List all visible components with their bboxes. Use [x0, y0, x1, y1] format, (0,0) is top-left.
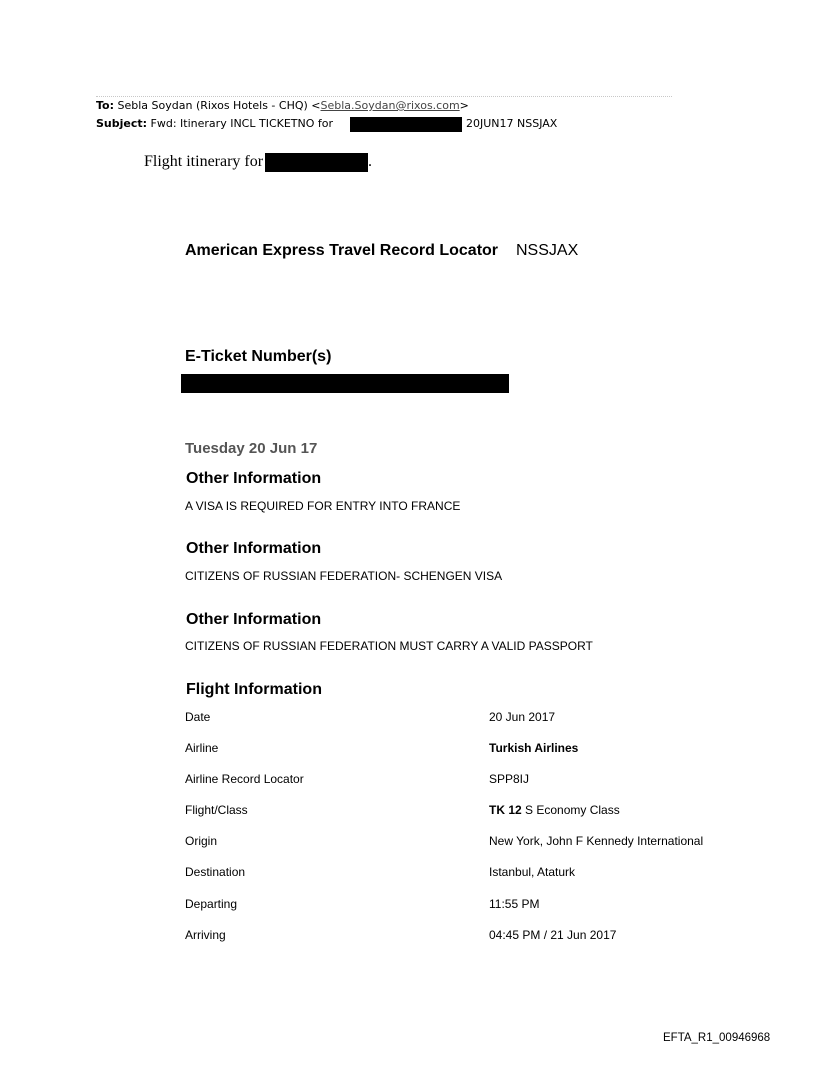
flight-row-value: Turkish Airlines — [489, 741, 579, 755]
other-info-text: CITIZENS OF RUSSIAN FEDERATION- SCHENGEN VISA — [185, 569, 503, 583]
flight-row-label: Flight/Class — [185, 803, 248, 817]
flight-row-value: 11:55 PM — [489, 897, 540, 911]
flight-row-value: 04:45 PM / 21 Jun 2017 — [489, 928, 617, 942]
record-locator-value: NSSJAX — [516, 242, 579, 259]
other-info-text: A VISA IS REQUIRED FOR ENTRY INTO FRANCE — [185, 499, 461, 513]
header-divider — [96, 96, 672, 97]
flight-row-label: Date — [185, 710, 211, 724]
redaction-subject-name — [350, 117, 462, 132]
flight-row-label: Airline — [185, 741, 219, 755]
flight-row-value: Istanbul, Ataturk — [489, 865, 576, 879]
document-id: EFTA_R1_00946968 — [663, 1032, 771, 1044]
subject-label: Subject: — [96, 117, 148, 130]
subject-tail: 20JUN17 NSSJAX — [466, 117, 558, 130]
eticket-heading: E-Ticket Number(s) — [185, 348, 332, 365]
flight-row-label: Destination — [185, 865, 246, 879]
other-info-heading: Other Information — [186, 470, 322, 487]
flight-number: TK 12 — [489, 803, 522, 817]
other-info-heading: Other Information — [186, 540, 322, 557]
to-label: To: — [96, 99, 114, 112]
subject-text: Fwd: Itinerary INCL TICKETNO for — [150, 117, 334, 130]
flight-class: S Economy Class — [521, 803, 620, 817]
to-email-link[interactable]: Sebla.Soydan@rixos.com — [320, 99, 460, 112]
to-close: > — [459, 99, 469, 112]
flight-row-value — [489, 803, 620, 817]
flight-row-value: 20 Jun 2017 — [489, 710, 556, 724]
email-subject-line — [96, 117, 333, 131]
email-to-line — [96, 99, 469, 113]
flight-row-value: New York, John F Kennedy International — [489, 834, 704, 848]
flight-info-heading: Flight Information — [186, 681, 322, 698]
flight-row-label: Arriving — [185, 928, 226, 942]
redaction-eticket-number — [181, 374, 509, 393]
redaction-intro-name — [265, 153, 368, 172]
intro-text: Flight itinerary for — [144, 153, 264, 170]
flight-row-value: SPP8IJ — [489, 772, 530, 786]
to-name: Sebla Soydan (Rixos Hotels - CHQ) < — [117, 99, 321, 112]
flight-row-label: Departing — [185, 897, 238, 911]
other-info-text: CITIZENS OF RUSSIAN FEDERATION MUST CARRY A VALID PASSPORT — [185, 639, 593, 653]
record-locator-label: American Express Travel Record Locator — [185, 242, 499, 259]
itinerary-day: Tuesday 20 Jun 17 — [185, 440, 318, 457]
flight-row-label: Origin — [185, 834, 218, 848]
intro-period: . — [368, 153, 372, 170]
flight-row-label: Airline Record Locator — [185, 772, 304, 786]
other-info-heading: Other Information — [186, 611, 322, 628]
